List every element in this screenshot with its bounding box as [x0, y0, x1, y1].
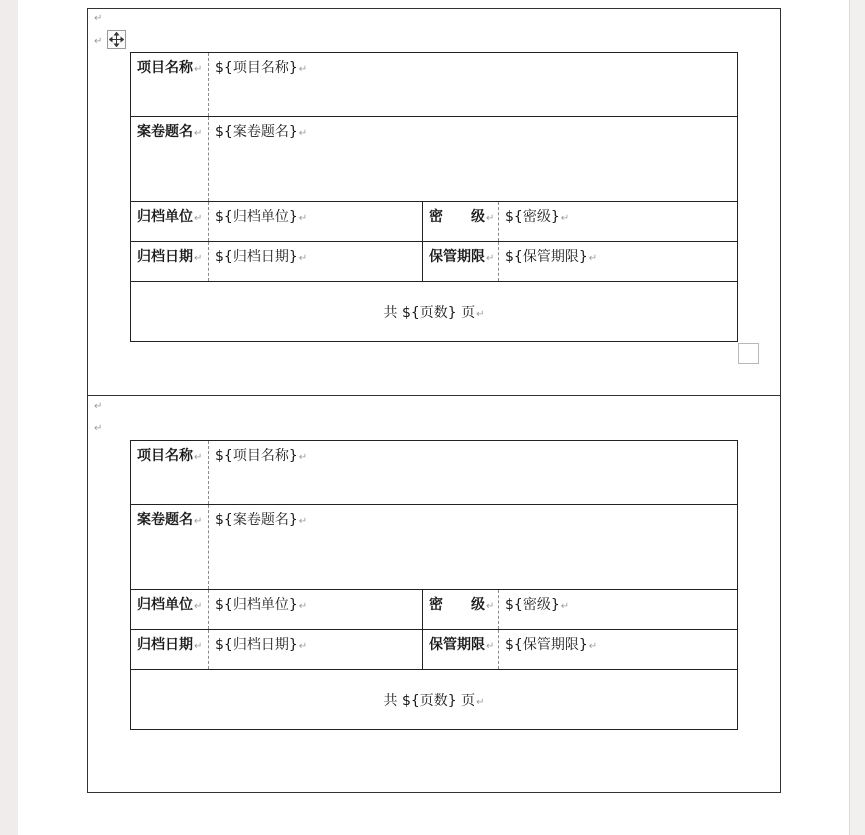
archiving-unit-label: 归档单位↵	[131, 590, 209, 630]
paragraph-mark: ↵	[94, 13, 103, 24]
project-name-value[interactable]: ${项目名称}↵	[209, 53, 738, 117]
resize-square-icon[interactable]	[738, 343, 759, 364]
frame-divider	[87, 395, 781, 396]
retention-period-label: 保管期限↵	[423, 630, 499, 670]
left-gutter	[0, 0, 19, 835]
security-level-label: 密 级↵	[423, 590, 499, 630]
paragraph-mark: ↵	[94, 401, 103, 412]
archiving-date-value[interactable]: ${归档日期}↵	[209, 630, 423, 670]
project-name-value[interactable]: ${项目名称}↵	[209, 441, 738, 505]
project-name-label: 项目名称↵	[131, 53, 209, 117]
retention-period-label: 保管期限↵	[423, 242, 499, 282]
security-level-value[interactable]: ${密级}↵	[499, 202, 738, 242]
archive-card-table	[130, 52, 738, 342]
archive-card-table	[130, 440, 738, 730]
archiving-unit-value[interactable]: ${归档单位}↵	[209, 590, 423, 630]
archiving-date-label: 归档日期↵	[131, 242, 209, 282]
archiving-unit-value[interactable]: ${归档单位}↵	[209, 202, 423, 242]
security-level-value[interactable]: ${密级}↵	[499, 590, 738, 630]
volume-title-label: 案卷题名↵	[131, 117, 209, 202]
archiving-date-label: 归档日期↵	[131, 630, 209, 670]
paragraph-mark: ↵	[94, 36, 103, 47]
vertical-scrollbar[interactable]	[849, 0, 865, 835]
project-name-label: 项目名称↵	[131, 441, 209, 505]
volume-title-value[interactable]: ${案卷题名}↵	[209, 505, 738, 590]
page-count-cell[interactable]: 共 ${页数} 页↵	[131, 282, 738, 342]
paragraph-mark: ↵	[94, 423, 103, 434]
page-count-cell[interactable]: 共 ${页数} 页↵	[131, 670, 738, 730]
retention-period-value[interactable]: ${保管期限}↵	[499, 242, 738, 282]
move-arrows-icon	[109, 32, 124, 47]
archiving-date-value[interactable]: ${归档日期}↵	[209, 242, 423, 282]
volume-title-label: 案卷题名↵	[131, 505, 209, 590]
archiving-unit-label: 归档单位↵	[131, 202, 209, 242]
security-level-label: 密 级↵	[423, 202, 499, 242]
volume-title-value[interactable]: ${案卷题名}↵	[209, 117, 738, 202]
retention-period-value[interactable]: ${保管期限}↵	[499, 630, 738, 670]
table-move-handle[interactable]	[107, 30, 126, 49]
